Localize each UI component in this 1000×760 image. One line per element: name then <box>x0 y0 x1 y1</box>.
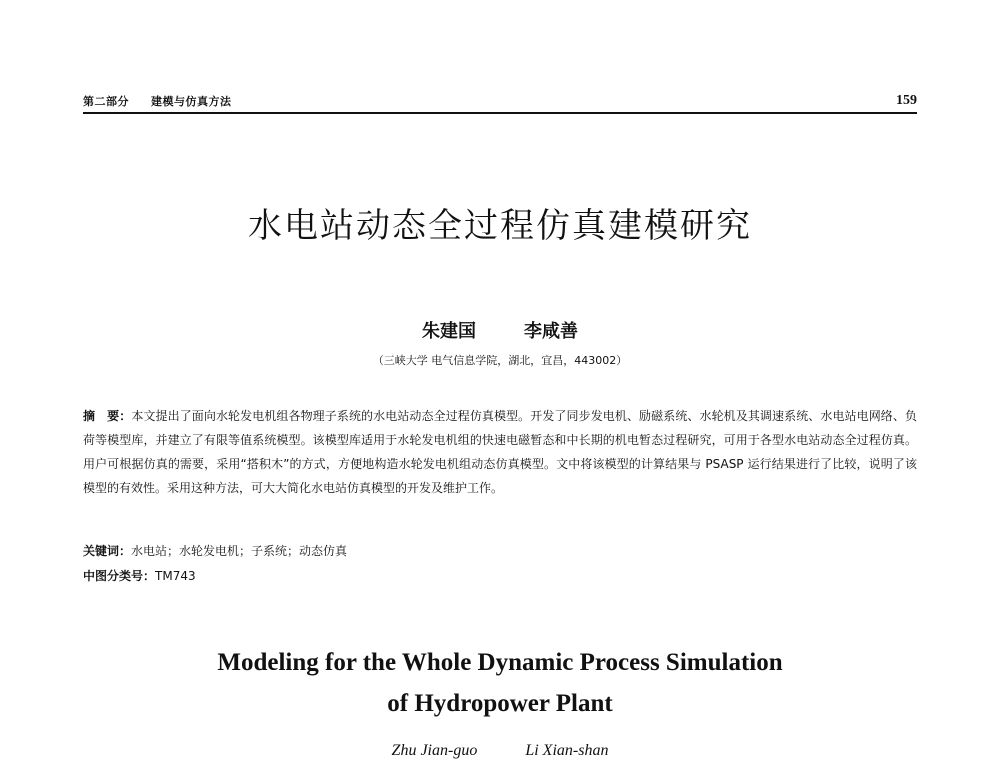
author-zh-2: 李咸善 <box>524 321 578 342</box>
classification-line <box>83 567 917 584</box>
chinese-authors <box>0 317 1000 343</box>
english-authors <box>0 742 1000 760</box>
author-en-1: Zhu Jian-guo <box>391 742 478 759</box>
section-title: 建模与仿真方法 <box>151 95 232 108</box>
classification-text: TM743 <box>155 569 196 583</box>
abstract-label: 摘 要： <box>83 409 132 423</box>
author-en-2: Li Xian-shan <box>525 742 609 759</box>
page-number: 159 <box>896 93 917 108</box>
keywords-text: 水电站；水轮发电机；子系统；动态仿真 <box>131 544 348 558</box>
english-title-line-2: of Hydropower Plant <box>387 690 613 717</box>
chinese-affiliation: （三峡大学 电气信息学院，湖北，宜昌，443002） <box>372 354 628 367</box>
classification-label: 中图分类号： <box>83 569 156 583</box>
english-title <box>0 642 1000 724</box>
section-heading <box>83 93 232 109</box>
keywords-line <box>83 542 917 559</box>
keywords-label: 关键词： <box>83 544 132 558</box>
abstract-text: 本文提出了面向水轮发电机组各物理子系统的水电站动态全过程仿真模型。开发了同步发电机、励磁系统、水轮机及其调速系统、水电站电网络、负荷等模型库，并建立了有限等值系统模型。该模型库适用于水轮发电机组的快速电磁暂态和中长期的机电暂态过程研究，可用于各型水电站动态全过程仿真。用户可根据仿真的需要，采用“搭积木”的方式，方便地构造水轮发电机组动态仿真模型。文中将该模型的计算结果与 PSASP 运行结果进行了比较，说明了该模型的有效性。采用这种方法，可大大简化水电站仿真模型的开发及维护工作。 <box>83 409 917 495</box>
running-header <box>83 90 917 114</box>
author-zh-1: 朱建国 <box>422 321 476 342</box>
abstract-paragraph <box>83 404 917 500</box>
chinese-title: 水电站动态全过程仿真建模研究 <box>248 206 752 246</box>
section-part: 第二部分 <box>83 95 129 108</box>
english-title-line-1: Modeling for the Whole Dynamic Process Simulation <box>217 649 783 676</box>
